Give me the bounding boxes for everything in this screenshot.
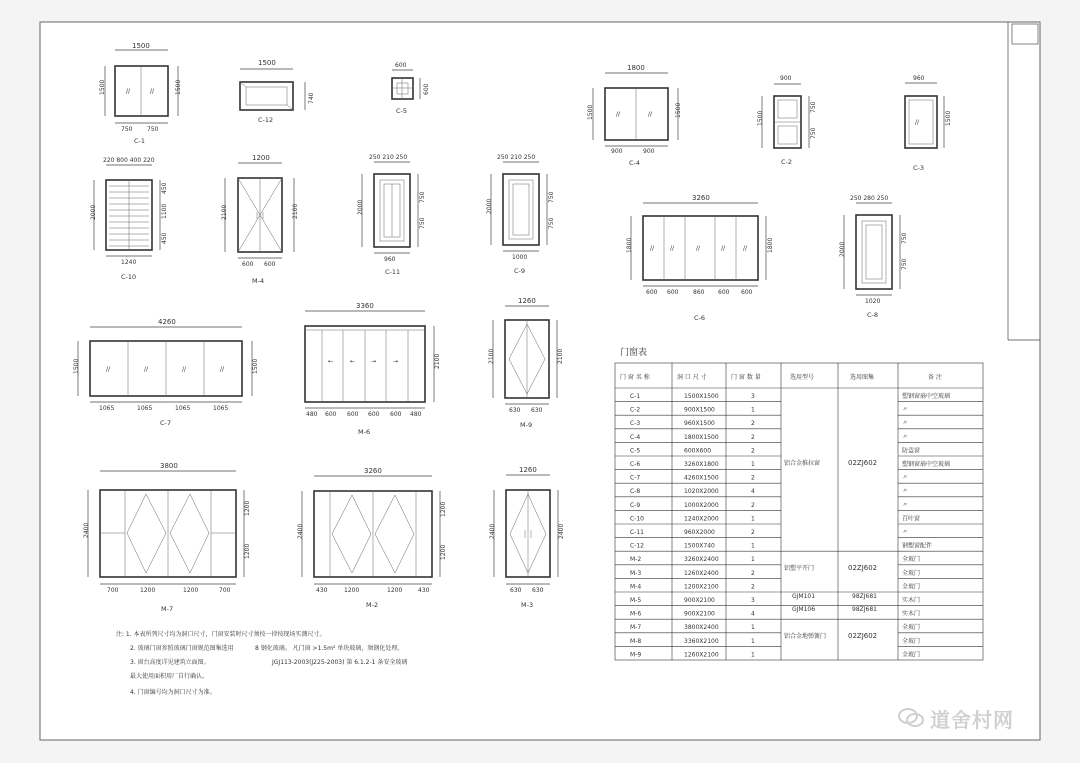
svg-text:02ZJ602: 02ZJ602	[848, 459, 878, 467]
svg-text://: //	[743, 245, 748, 252]
table-cell: 4260X1500	[684, 474, 719, 482]
svg-text:2400: 2400	[83, 522, 90, 538]
table-cell: C-12	[630, 542, 644, 550]
svg-text://: //	[106, 366, 111, 373]
svg-text://: //	[648, 111, 653, 118]
table-cell: 3260X1800	[684, 461, 719, 468]
table-remark: 〃	[902, 433, 909, 441]
table-cell: C-7	[630, 474, 641, 482]
svg-text:1200: 1200	[244, 500, 251, 516]
svg-text:2100: 2100	[488, 348, 495, 364]
svg-text:1065: 1065	[99, 405, 115, 412]
svg-text:600: 600	[242, 261, 254, 268]
svg-text:备 注: 备 注	[928, 374, 942, 381]
svg-text:1500: 1500	[258, 59, 276, 67]
svg-text:700: 700	[107, 587, 119, 594]
svg-text:洞 口 尺 寸: 洞 口 尺 寸	[677, 374, 707, 381]
svg-text:750: 750	[548, 191, 555, 203]
svg-text:M-2: M-2	[366, 601, 379, 609]
table-remark: 全玻门	[902, 637, 921, 645]
table-cell: C-4	[630, 433, 641, 441]
svg-text://: //	[220, 366, 225, 373]
svg-text:2100: 2100	[557, 348, 564, 364]
table-cell: 1500X740	[684, 542, 715, 550]
table-cell: C-11	[630, 529, 644, 536]
svg-text:630: 630	[532, 587, 544, 594]
svg-text:←: ←	[350, 358, 356, 365]
svg-text:C-7: C-7	[160, 419, 172, 427]
svg-text:选用型号: 选用型号	[790, 374, 815, 381]
svg-text:220 800 400 220: 220 800 400 220	[103, 157, 155, 164]
table-cell: 2	[751, 583, 755, 591]
svg-text:C-8: C-8	[867, 311, 879, 319]
table-remark: 〃	[902, 474, 909, 482]
svg-text:750: 750	[810, 101, 817, 113]
table-cell: M-7	[630, 624, 642, 632]
svg-text:M-4: M-4	[252, 277, 265, 285]
svg-text:430: 430	[316, 587, 328, 594]
table-title: 门窗表	[620, 348, 648, 358]
svg-text:门 窗 名 称: 门 窗 名 称	[620, 374, 650, 381]
svg-text:1260: 1260	[518, 297, 536, 305]
svg-text:750: 750	[419, 217, 426, 229]
svg-text:430: 430	[418, 587, 430, 594]
svg-text:3360: 3360	[356, 302, 374, 310]
table-cell: C-3	[630, 420, 641, 428]
svg-text:740: 740	[308, 92, 315, 104]
table-cell: 1500X1500	[684, 393, 719, 400]
svg-text:2000: 2000	[486, 198, 493, 214]
svg-text:1200: 1200	[244, 543, 251, 559]
svg-text:4. 门窗编号均为洞口尺寸为准。: 4. 门窗编号均为洞口尺寸为准。	[130, 689, 216, 696]
svg-text:铝合金推拉窗: 铝合金推拉窗	[784, 460, 821, 467]
table-remark: 钢塑窗配件	[902, 542, 933, 550]
svg-text:2400: 2400	[489, 523, 496, 539]
table-cell: 1	[751, 515, 755, 523]
table-remark: 实木门	[902, 610, 921, 618]
svg-text:2100: 2100	[221, 204, 228, 220]
svg-text:1200: 1200	[440, 501, 447, 517]
svg-text:600: 600	[325, 411, 337, 418]
svg-text:98ZJ681: 98ZJ681	[852, 593, 877, 600]
table-cell: 2	[751, 569, 755, 577]
svg-text:3800: 3800	[160, 462, 178, 470]
table-cell: 1200X2100	[684, 583, 719, 591]
table-cell: 1	[751, 624, 755, 632]
table-cell: 2	[751, 529, 755, 536]
table-remark: 〃	[902, 420, 909, 428]
table-cell: 3	[751, 597, 755, 604]
svg-text://: //	[126, 88, 131, 95]
table-remark: 实木门	[902, 597, 921, 604]
svg-text:1500: 1500	[175, 79, 182, 95]
table-remark: 塑钢窗扇中空玻璃	[902, 461, 951, 468]
table-cell: M-8	[630, 637, 642, 645]
svg-text:2. 玻璃门窗参照玻璃门窗规范图集选用: 2. 玻璃门窗参照玻璃门窗规范图集选用	[130, 645, 234, 652]
svg-text:GJM101: GJM101	[792, 593, 816, 600]
table-cell: 900X1500	[684, 406, 715, 414]
svg-text:C-3: C-3	[913, 164, 925, 172]
table-cell: 2	[751, 433, 755, 441]
svg-text:铝合金地弹簧门: 铝合金地弹簧门	[784, 633, 827, 640]
svg-text:门 窗 数 量: 门 窗 数 量	[731, 374, 761, 381]
svg-text:3260: 3260	[364, 467, 382, 475]
svg-text:C-5: C-5	[396, 107, 408, 115]
svg-text:C-11: C-11	[385, 268, 401, 276]
svg-text:630: 630	[531, 407, 543, 414]
svg-text:铝塑平开门: 铝塑平开门	[784, 565, 815, 572]
svg-text:→: →	[393, 358, 399, 365]
table-cell: 2	[751, 501, 755, 509]
table-cell: 3260X2400	[684, 556, 719, 564]
svg-text:1500: 1500	[99, 79, 106, 95]
table-cell: 1	[751, 556, 755, 564]
svg-text:250 210 250: 250 210 250	[497, 154, 536, 161]
svg-text:选用图集: 选用图集	[850, 374, 875, 381]
svg-text:250 210 250: 250 210 250	[369, 154, 408, 161]
svg-text:700: 700	[219, 587, 231, 594]
svg-text:600: 600	[390, 411, 402, 418]
table-cell: 1020X2000	[684, 488, 719, 496]
table-cell: 960X1500	[684, 420, 715, 428]
svg-text:C-2: C-2	[781, 158, 793, 166]
table-cell: 1000X2000	[684, 501, 719, 509]
svg-text:4260: 4260	[158, 318, 176, 326]
table-cell: 900X2100	[684, 597, 715, 604]
svg-text:2100: 2100	[434, 353, 441, 369]
table-cell: 1240X2000	[684, 515, 719, 523]
table-cell: 1	[751, 651, 755, 659]
svg-text:M-9: M-9	[520, 421, 533, 429]
table-cell: 1	[751, 637, 755, 645]
svg-text:600: 600	[347, 411, 359, 418]
svg-text:C-12: C-12	[258, 116, 274, 124]
svg-text:1800: 1800	[767, 237, 774, 253]
svg-text:600: 600	[667, 289, 679, 296]
svg-text:1800: 1800	[627, 64, 645, 72]
svg-text:1240: 1240	[121, 259, 137, 266]
svg-text:750: 750	[810, 127, 817, 139]
table-cell: 1800X1500	[684, 433, 719, 441]
svg-text://: //	[650, 245, 655, 252]
svg-text:1500: 1500	[252, 358, 259, 374]
svg-text:M-7: M-7	[161, 605, 174, 613]
svg-text:最大使用面积用厂自行确认。: 最大使用面积用厂自行确认。	[130, 673, 209, 680]
svg-text:2400: 2400	[558, 523, 565, 539]
table-cell: 3360X2100	[684, 637, 719, 645]
svg-text:480: 480	[306, 411, 318, 418]
svg-text:600: 600	[741, 289, 753, 296]
svg-text:1200: 1200	[387, 587, 403, 594]
svg-text:M-6: M-6	[358, 428, 371, 436]
svg-text:1200: 1200	[440, 544, 447, 560]
svg-text://: //	[670, 245, 675, 252]
table-cell: 4	[751, 610, 755, 618]
table-cell: M-3	[630, 569, 642, 577]
svg-text:2400: 2400	[297, 523, 304, 539]
svg-text:JGJ113-2003(J225-2003) 第 6.1.2: JGJ113-2003(J225-2003) 第 6.1.2-1 条安全玻璃	[272, 659, 408, 666]
table-cell: M-9	[630, 651, 642, 659]
svg-text://: //	[150, 88, 155, 95]
svg-text:1100: 1100	[161, 203, 168, 219]
svg-text:900: 900	[611, 148, 623, 155]
svg-text:600: 600	[423, 83, 430, 95]
table-cell: 960X2000	[684, 529, 715, 536]
svg-text://: //	[915, 119, 920, 126]
svg-text://: //	[182, 366, 187, 373]
svg-text:2000: 2000	[839, 241, 846, 257]
svg-text:1200: 1200	[183, 587, 199, 594]
table-cell: M-5	[630, 597, 642, 604]
svg-text:1200: 1200	[140, 587, 156, 594]
table-cell: 1	[751, 406, 755, 414]
table-cell: C-9	[630, 501, 641, 509]
svg-text:C-1: C-1	[134, 137, 146, 145]
svg-text:750: 750	[901, 232, 908, 244]
svg-text:1500: 1500	[945, 110, 952, 126]
svg-text://: //	[721, 245, 726, 252]
svg-text:750: 750	[901, 258, 908, 270]
svg-text:1000: 1000	[512, 254, 528, 261]
svg-text:3260: 3260	[692, 194, 710, 202]
watermark-text: 道舍村网	[930, 707, 1014, 732]
watermark	[898, 703, 1048, 733]
wechat-icon	[898, 707, 924, 729]
table-cell: C-5	[630, 447, 641, 455]
table-remark: 全玻门	[902, 624, 921, 632]
svg-text://: //	[144, 366, 149, 373]
table-remark: 全玻门	[902, 651, 921, 659]
table-cell: C-10	[630, 515, 644, 523]
svg-text:450: 450	[161, 232, 168, 244]
svg-text:1800: 1800	[626, 237, 633, 253]
svg-text:600: 600	[368, 411, 380, 418]
svg-text:1260: 1260	[519, 466, 537, 474]
table-remark: 〃	[902, 529, 909, 536]
svg-text:C-4: C-4	[629, 159, 641, 167]
table-cell: 1	[751, 461, 755, 468]
svg-text:8 钢化玻璃。 凡门窗 >1.5m² 单块玻璃，须钢化处理。: 8 钢化玻璃。 凡门窗 >1.5m² 单块玻璃，须钢化处理。	[255, 645, 404, 652]
table-cell: C-1	[630, 393, 641, 400]
table-cell: M-2	[630, 556, 642, 564]
svg-text:860: 860	[693, 289, 705, 296]
svg-text:900: 900	[780, 75, 792, 82]
svg-text:C-9: C-9	[514, 267, 526, 275]
table-cell: C-8	[630, 488, 641, 496]
svg-text:1500: 1500	[757, 110, 764, 126]
svg-text:02ZJ602: 02ZJ602	[848, 632, 878, 640]
table-remark: 全玻门	[902, 583, 921, 591]
table-remark: 〃	[902, 406, 909, 414]
table-cell: 2	[751, 447, 755, 455]
table-cell: 600X600	[684, 447, 712, 455]
svg-text:480: 480	[410, 411, 422, 418]
table-remark: 全玻门	[902, 569, 921, 577]
table-cell: M-6	[630, 610, 642, 618]
svg-text:1500: 1500	[675, 102, 682, 118]
svg-text:注: 1. 本表所列尺寸均为洞口尺寸，门窗安装时尺寸须按一律: 注: 1. 本表所列尺寸均为洞口尺寸，门窗安装时尺寸须按一律按现场实测尺寸。	[116, 631, 326, 638]
svg-text:450: 450	[161, 182, 168, 194]
table-cell: 1260X2100	[684, 651, 719, 659]
svg-text:750: 750	[121, 126, 133, 133]
svg-text:2000: 2000	[357, 199, 364, 215]
svg-text:2100: 2100	[292, 203, 299, 219]
svg-text:600: 600	[395, 62, 407, 69]
table-cell: C-6	[630, 461, 641, 468]
table-remark: 百叶窗	[902, 515, 921, 523]
svg-text:1065: 1065	[213, 405, 229, 412]
table-cell: 3800X2400	[684, 624, 719, 632]
svg-text:960: 960	[384, 256, 396, 263]
table-remark: 〃	[902, 488, 909, 496]
table-remark: 全玻门	[902, 556, 921, 564]
table-cell: 3	[751, 393, 755, 400]
svg-text:2000: 2000	[90, 204, 97, 220]
svg-text:600: 600	[646, 289, 658, 296]
table-cell: 900X2100	[684, 610, 715, 618]
svg-text:630: 630	[510, 587, 522, 594]
svg-text://: //	[696, 245, 701, 252]
svg-text:1065: 1065	[137, 405, 153, 412]
svg-text:GJM106: GJM106	[792, 606, 816, 613]
table-remark: 〃	[902, 501, 909, 509]
svg-text:1500: 1500	[587, 104, 594, 120]
svg-text:C-6: C-6	[694, 314, 706, 322]
table-cell: 1260X2400	[684, 569, 719, 577]
svg-text:C-10: C-10	[121, 273, 137, 281]
svg-text:M-3: M-3	[521, 601, 534, 609]
svg-text:250 280 250: 250 280 250	[850, 195, 889, 202]
table-remark: 塑钢窗扇中空玻璃	[902, 393, 951, 400]
svg-text:→: →	[371, 358, 377, 365]
table-cell: M-4	[630, 583, 642, 591]
table-remark: 防盗窗	[902, 447, 921, 455]
svg-text://: //	[616, 111, 621, 118]
svg-text:900: 900	[643, 148, 655, 155]
svg-text:600: 600	[264, 261, 276, 268]
table-cell: 2	[751, 474, 755, 482]
table-cell: 2	[751, 420, 755, 428]
svg-text:←: ←	[328, 358, 334, 365]
svg-text:750: 750	[548, 217, 555, 229]
svg-text:600: 600	[718, 289, 730, 296]
svg-text:630: 630	[509, 407, 521, 414]
svg-text:1020: 1020	[865, 298, 881, 305]
svg-text:1200: 1200	[344, 587, 360, 594]
svg-text:960: 960	[913, 75, 925, 82]
table-cell: C-2	[630, 406, 641, 414]
svg-text:1500: 1500	[73, 358, 80, 374]
svg-text:1200: 1200	[252, 154, 270, 162]
svg-text:3. 窗台高度详见建筑立面图。: 3. 窗台高度详见建筑立面图。	[130, 659, 210, 666]
table-cell: 4	[751, 488, 755, 496]
svg-text:02ZJ602: 02ZJ602	[848, 564, 878, 572]
svg-text:750: 750	[147, 126, 159, 133]
svg-text:1500: 1500	[132, 42, 150, 50]
svg-text:1065: 1065	[175, 405, 191, 412]
svg-text:98ZJ681: 98ZJ681	[852, 606, 877, 613]
svg-text:750: 750	[419, 191, 426, 203]
table-cell: 1	[751, 542, 755, 550]
